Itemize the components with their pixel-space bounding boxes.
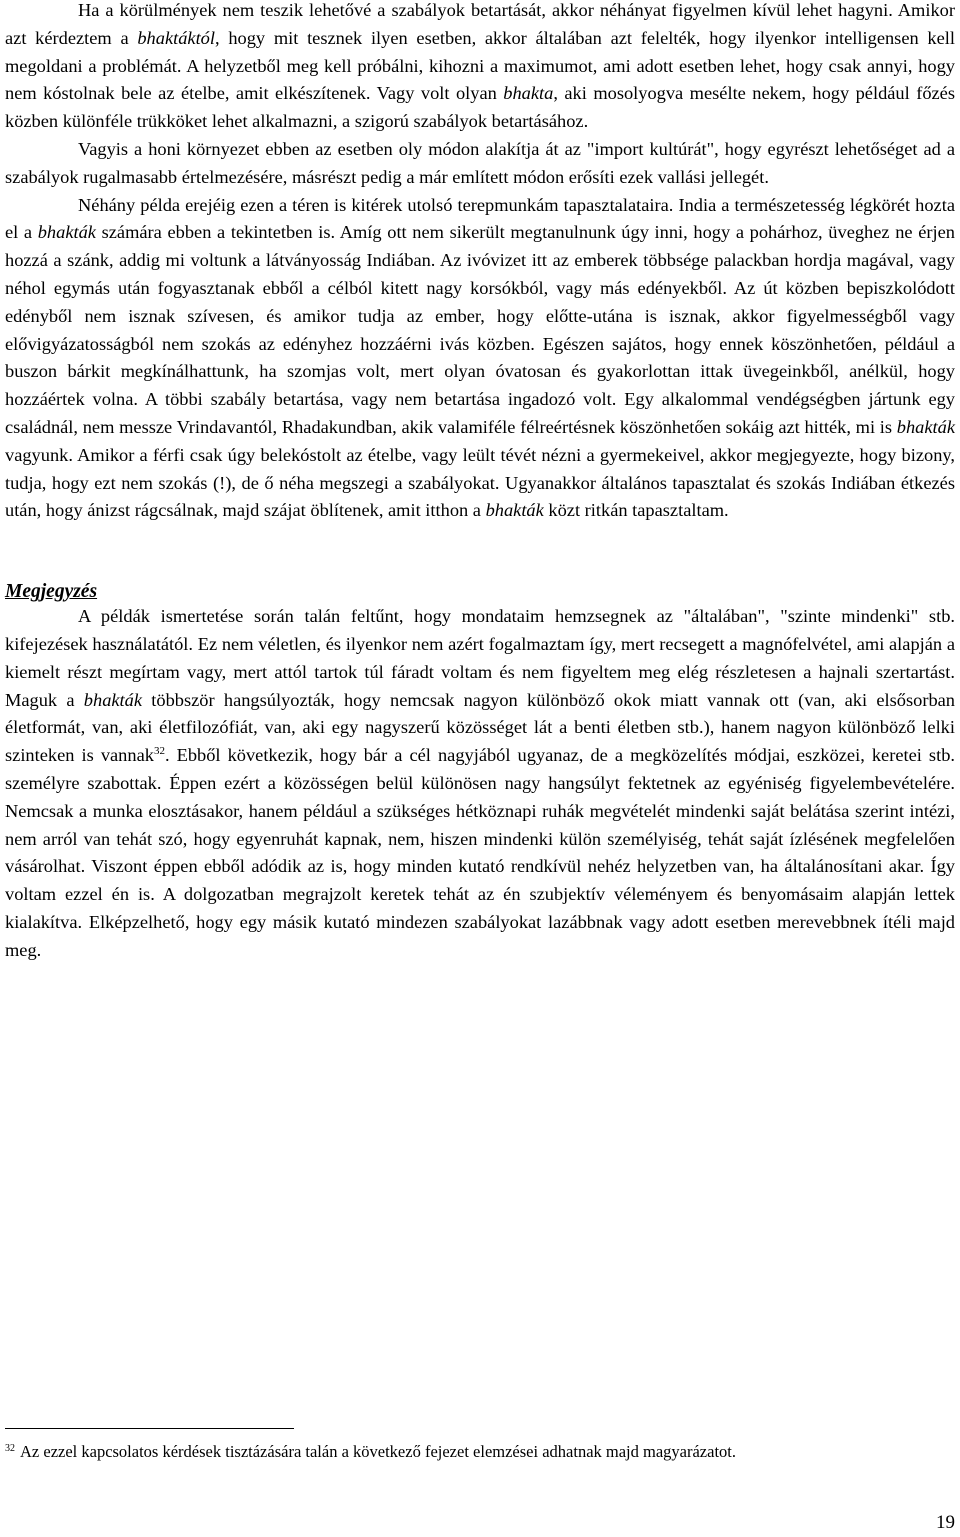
text-run: vagyunk. Amikor a férfi csak úgy belekóstolt az ételbe, vagy leült tévét nézni a gyermekeivel, akkor megjegyezte, hogy bizony, tudja, hogy ezt nem szokás (!), de ő néha megszegi a szabályokat. Ugyanakkor általános tapasztalat és szokás Indiában étkezés után, hogy ánizst rágcsálnak, majd szájat öblítenek, amit itthon a xyxy=(5,444,955,521)
text-run: , hogy mit tesznek ilyen esetben, akkor általában azt felelték, hogy ilyenkor intelligensen kell megoldani a problémát. A helyzetből meg kell próbálni, kihozni a maximumot, ami adott esetben lehet, hogy csak annyi, hogy nem kóstolnak bele az ételbe, amit elkészítenek. Vagy volt olyan xyxy=(5,27,955,104)
text-run: Néhány példa erejéig ezen a téren is kitérek utolsó terepmunkám tapasztalataira. India a természetesség légkörét hozta el a xyxy=(5,194,955,243)
text-run: Vagyis a honi környezet ebben az esetben oly módon alakítja át az "import kultúrát", hogy egyrészt lehetőséget ad a szabályok rugalmasabb értelmezésére, másrészt pedig a már említett módon erősíti ezek vallási jellegét. xyxy=(5,138,955,187)
footnote-divider xyxy=(5,1428,294,1429)
italic-term: bhakták xyxy=(896,416,955,437)
italic-term: bhaktáktól xyxy=(137,27,215,48)
text-run: többször hangsúlyozták, hogy nemcsak nagyon különböző okok miatt vannak ott (van, aki elsősorban életformát, van, aki életfilozófiát, van, aki egy nagyszerű közösséget lát a benti életben stb.), hanem nagyon különböző lelki szinteken is vannak xyxy=(5,689,955,766)
footnote-reference: 32 xyxy=(153,745,165,758)
section-heading: Megjegyzés xyxy=(5,581,98,603)
italic-term: bhakta xyxy=(503,83,554,104)
text-run: , aki mosolyogva mesélte nekem, hogy például főzés közben különféle trükköket lehet alkalmazni, a szigorú szabályok betartásához. xyxy=(5,83,955,132)
paragraph-rules-flexibility xyxy=(5,0,955,136)
text-run: közt ritkán tapasztaltam. xyxy=(543,500,729,521)
footnote-number: 32 xyxy=(5,1443,15,1454)
text-run: A példák ismertetése során talán feltűnt, hogy mondataim hemzsegnek az "általában", "szinte mindenki" stb. kifejezések használatától. Ez nem véletlen, és ilyenkor nem azért fogalmaztam így, mert recsegett a magnófelvétel, ami alapján a kiemelt részt megírtam vagy, mert attól tartok túl fáradt voltam és nem figyeltem meg elég részletesen a hajnali szertartást. Maguk a xyxy=(5,606,955,710)
text-run: számára ebben a tekintetben is. Amíg ott nem sikerült megtanulnunk úgy inni, hogy a pohárhoz, üveghez ne érjen hozzá a szánk, addig mi voltunk a látványosság Indiában. Az ivóvizet itt az emberek többsége palackban hordja magával, vagy néhol egymás után fogyasztanak ebből a célból kitett nagy korsókból, vagy más edényekből. Az út közben bepiszkolódott edényből nem isznak szívesen, és amikor tudja az ember, hogy előtte-utána is isznak, akkor figyelmességből vagy elővigyázatosságból nem szokás az edényhez hozzáérni ivás közben. Egészen sajátos, hogy ennek köszönhetően, például a buszon bárkit megkínálhattunk, ha szomjas volt, mert olyan óvatosan és gyakorlottan ittak üvegeinkből, anélkül, hogy hozzáértek volna. A többi szabály betartása, vagy nem betartása ingadozó volt. Egy alkalommal vendégségben jártunk egy családnál, nem messze Vrindavantól, Rhadakundban, akik valamiféle félreértésnek köszönhetően sokáig azt hitték, mi is xyxy=(5,222,955,437)
footnote-text: Az ezzel kapcsolatos kérdések tisztázására talán a következő fejezet elemzései adhatnak majd magyarázatot. xyxy=(20,1442,736,1461)
page-number: 19 xyxy=(936,1512,955,1533)
paragraph-home-environment xyxy=(5,136,955,192)
document-page xyxy=(5,0,955,965)
text-run: Ha a körülmények nem teszik lehetővé a szabályok betartását, akkor néhányat figyelmen kívül lehet hagyni. Amikor azt kérdeztem a xyxy=(5,0,955,48)
footnote xyxy=(5,1441,736,1463)
text-run: . Ebből következik, hogy bár a cél nagyjából ugyanaz, de a megközelítés módjai, eszközei, keretei stb. személyre szabottak. Éppen ezért a közösségen belül különösen nagy hangsúlyt fektetnek az egyéniség figyelembevételére. Nemcsak a munka elosztásakor, hanem például a szükséges hétköznapi ruhák megvételét mindenki saját belátása szerint intézi, nem arról van tehát szó, hogy egyenruhát kapnak, nem, hiszen mindenki külön személyiség, tehát saját ízlésének megfelelően vásárolhat. Viszont éppen ebből adódik az is, hogy minden kutató rendkívül nehéz helyzetben van, ha általánosítani akar. Így voltam ezzel én is. A dolgozatban megrajzolt keretek tehát az én szubjektív véleményem és benyomásaim alapján lettek kialakítva. Elképzelhető, hogy egy másik kutató mindezen szabályokat lazábbnak vagy adott esetben merevebbnek ítéli majd meg. xyxy=(5,745,955,960)
paragraph-note xyxy=(5,603,955,964)
italic-term: bhakták xyxy=(83,689,143,710)
italic-term: bhakták xyxy=(37,222,96,243)
italic-term: bhakták xyxy=(485,500,544,521)
paragraph-india-examples xyxy=(5,192,955,526)
